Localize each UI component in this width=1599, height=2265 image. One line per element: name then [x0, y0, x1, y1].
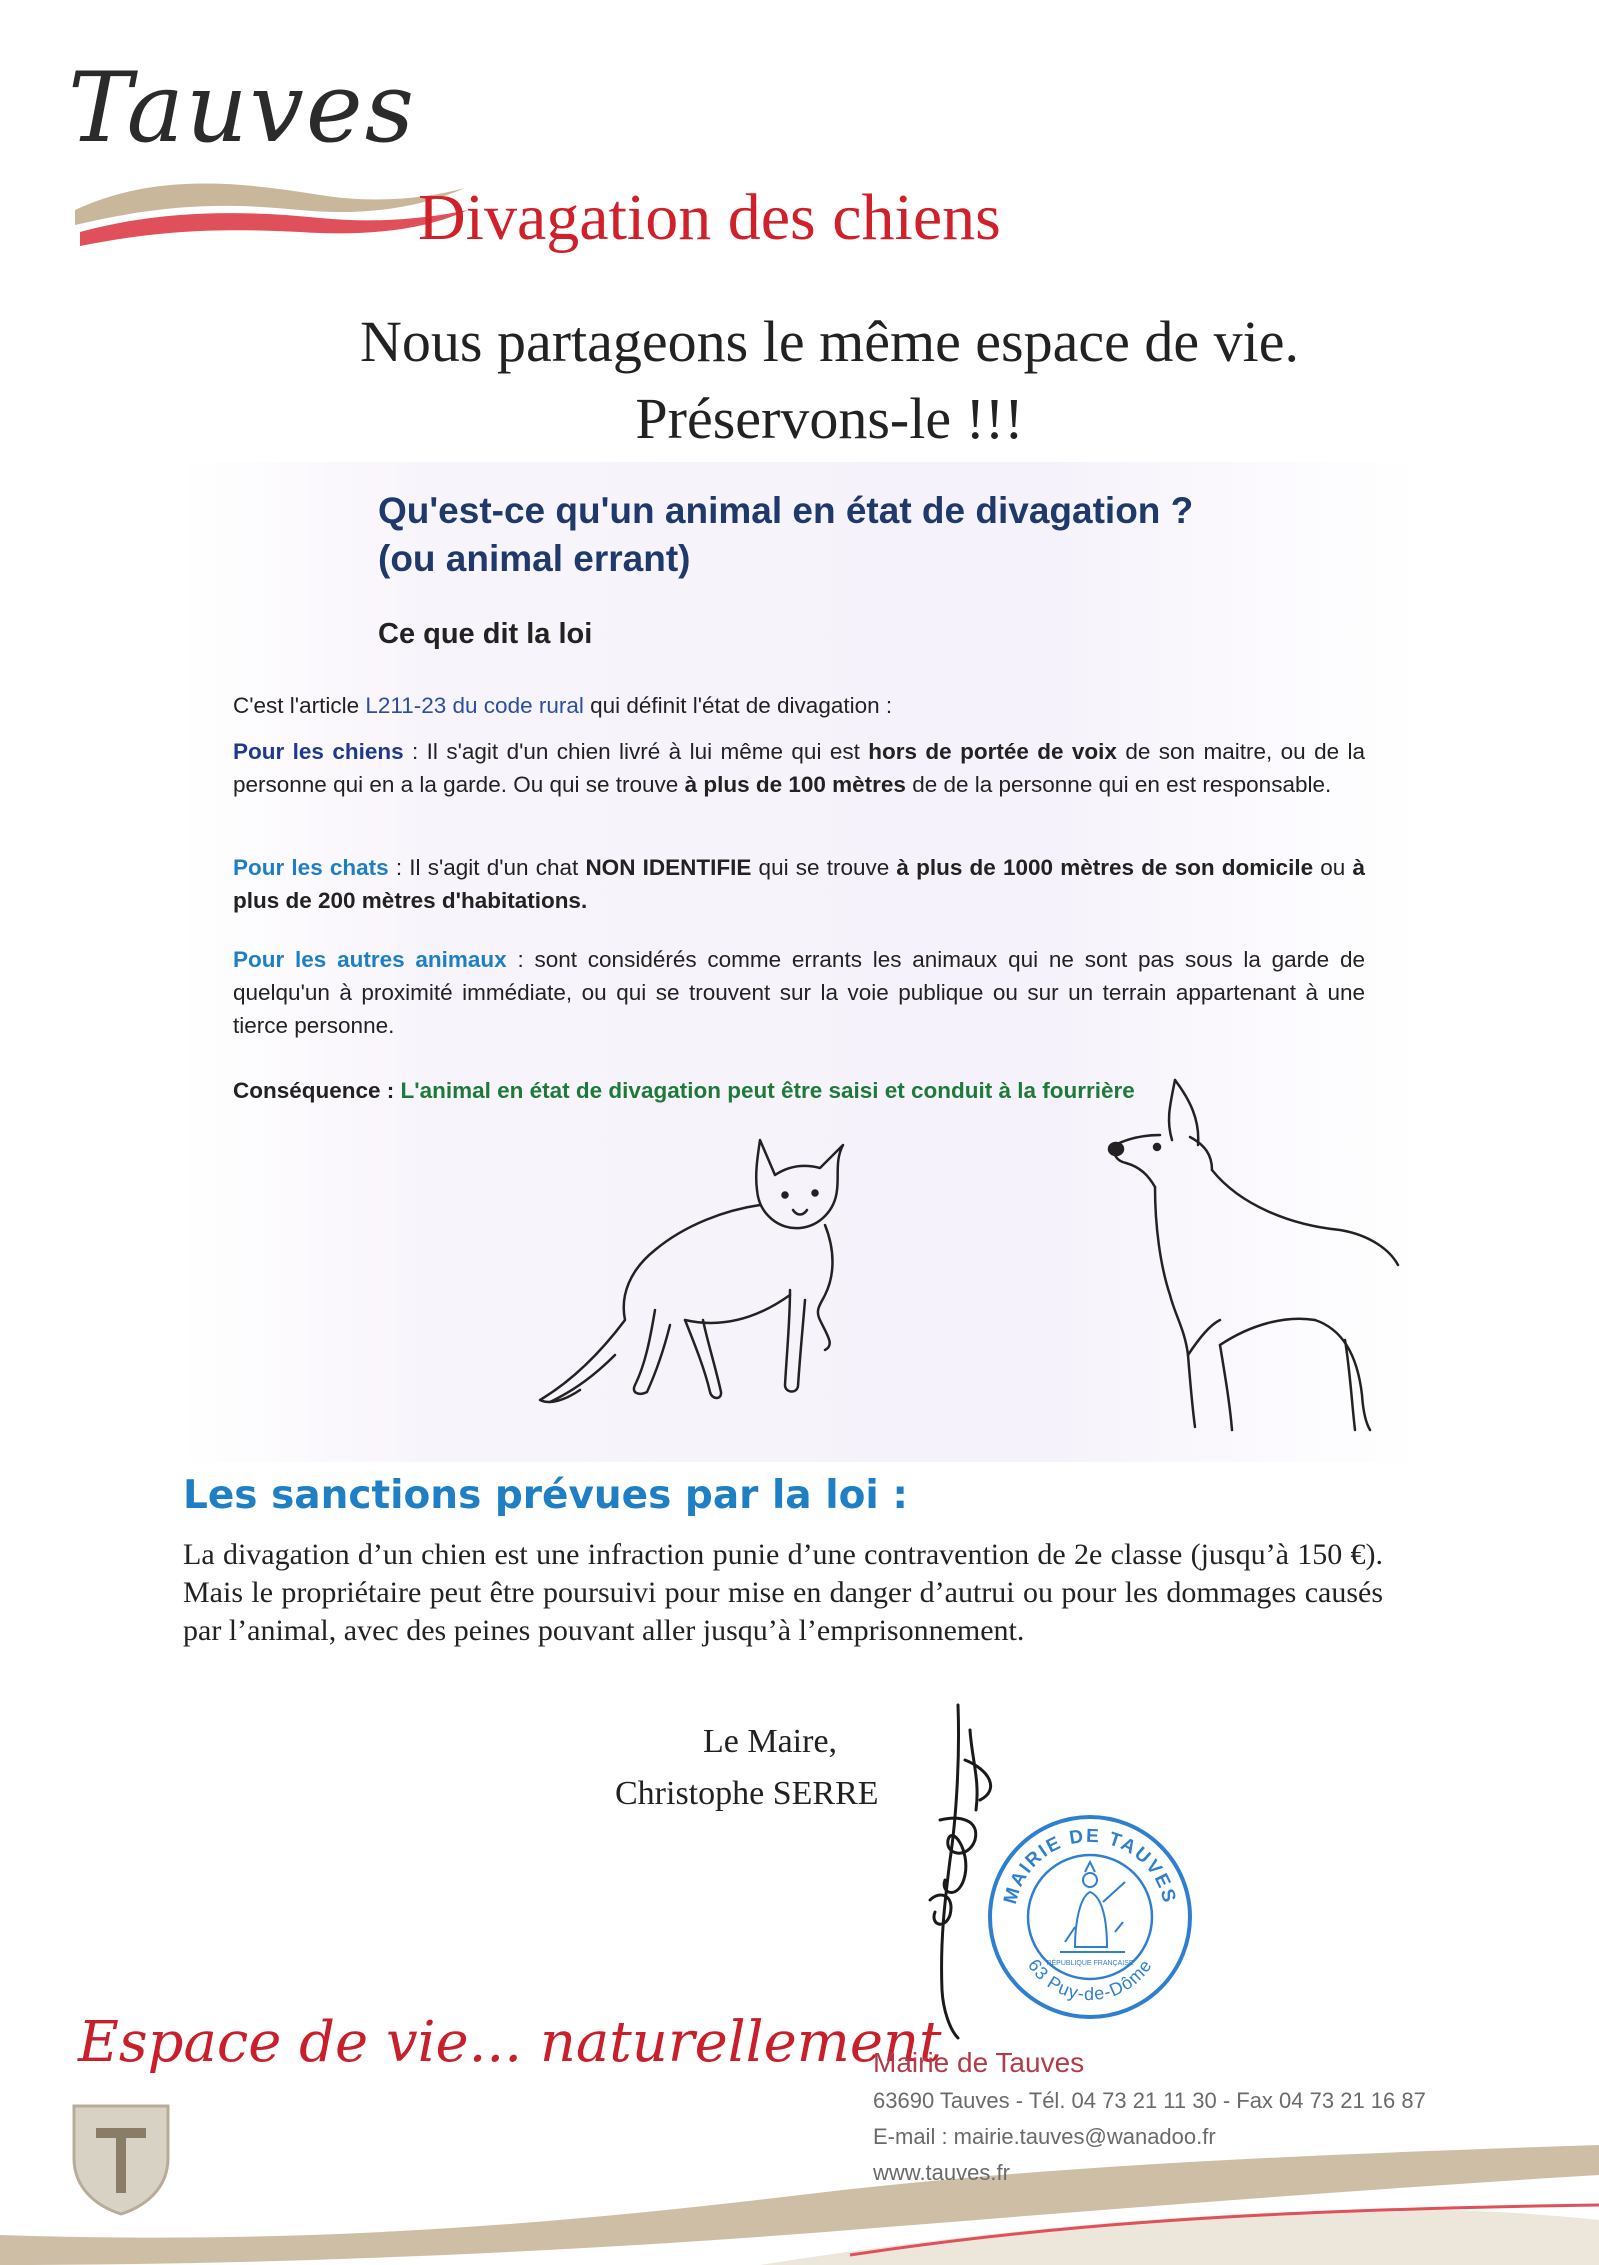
footer-email: E-mail : mairie.tauves@wanadoo.fr — [873, 2124, 1216, 2149]
slogan-line-2: Préservons-le !!! — [635, 386, 1024, 451]
dog-illustration — [1100, 1075, 1400, 1435]
sanctions-heading: Les sanctions prévues par la loi : — [183, 1473, 908, 1518]
footer-contact — [873, 2043, 1426, 2191]
dogs-text-3: de de la personne qui en est responsable. — [905, 772, 1332, 797]
dogs-paragraph — [233, 735, 1365, 801]
stamp-top-text: MAIRIE DE TAUVES — [1000, 1825, 1180, 1907]
logo-swoosh — [70, 170, 470, 250]
question-heading — [378, 487, 1278, 583]
dogs-text-1: : Il s'agit d'un chien livré à lui même qui est — [403, 739, 869, 764]
other-animals-text: : sont considérés comme errants les animaux qui ne sont pas sous la garde de quelqu'un à proximité immédiate, ou qui se trouvent sur la voie publique ou sur un terrain appartenant à une tierce personne. — [233, 947, 1365, 1038]
footer-address: 63690 Tauves - Tél. 04 73 21 11 30 - Fax 04 73 21 16 87 — [873, 2088, 1426, 2113]
intro-paragraph — [233, 689, 1365, 722]
dogs-label: Pour les chiens — [233, 739, 404, 764]
other-animals-paragraph — [233, 943, 1365, 1042]
cats-bold-3: à plus de 200 mètres d'habitations. — [233, 855, 1365, 913]
cats-text-1: : Il s'agit d'un chat — [388, 855, 586, 880]
cats-bold-1: NON IDENTIFIE — [585, 855, 752, 880]
intro-prefix: C'est l'article — [233, 693, 366, 718]
tauves-logo-text: Tauves — [68, 52, 416, 164]
cats-label: Pour les chats — [233, 855, 389, 880]
town-crest-icon — [66, 2098, 176, 2218]
cats-text-2: qui se trouve — [751, 855, 897, 880]
footer-website: www.tauves.fr — [873, 2160, 1010, 2185]
slogan-line-1: Nous partageons le même espace de vie. — [360, 309, 1299, 374]
dogs-text-2: de son maitre, ou de la personne qui en a la garde. Ou qui se trouve — [233, 739, 1366, 797]
town-motto: Espace de vie... naturellement — [78, 2010, 942, 2075]
law-heading: Ce que dit la loi — [378, 618, 593, 650]
stamp-inner-text: RÉPUBLIQUE FRANÇAISE — [1046, 1960, 1134, 1967]
signature-title: Le Maire, — [703, 1723, 838, 1760]
law-article-link: L211-23 du code rural — [365, 693, 584, 718]
question-line-2: (ou animal errant) — [378, 538, 691, 579]
dogs-bold-1: hors de portée de voix — [868, 739, 1117, 764]
consequence-text: L'animal en état de divagation peut être saisi et conduit à la fourrière — [400, 1078, 1135, 1103]
dogs-bold-2: à plus de 100 mètres — [684, 772, 906, 797]
stamp-bottom-text: 63 Puy-de-Dôme — [1023, 1955, 1157, 2005]
cats-bold-2: à plus de 1000 mètres de son domicile — [896, 855, 1314, 880]
question-line-1: Qu'est-ce qu'un animal en état de divagation ? — [378, 490, 1194, 531]
consequence-label: Conséquence : — [233, 1078, 401, 1103]
mairie-stamp — [985, 1812, 1195, 2022]
footer-org: Mairie de Tauves — [873, 2047, 1085, 2078]
mayor-name: Christophe SERRE — [615, 1775, 879, 1812]
cats-paragraph — [233, 851, 1365, 917]
document-title: Divagation des chiens — [418, 181, 1001, 254]
other-animals-label: Pour les autres animaux — [233, 947, 507, 972]
sanctions-text: La divagation d’un chien est une infraction punie d’une contravention de 2e classe (jusqu’à 150 €). Mais le propriétaire peut être poursuivi pour mise en danger d’autrui ou pour les dommages causés par l’animal, avec des peines pouvant aller jusqu’à l’emprisonnement. — [183, 1538, 1383, 1647]
intro-suffix: qui définit l'état de divagation : — [583, 693, 893, 718]
cat-illustration — [535, 1130, 865, 1420]
cats-text-3: ou — [1313, 855, 1353, 880]
